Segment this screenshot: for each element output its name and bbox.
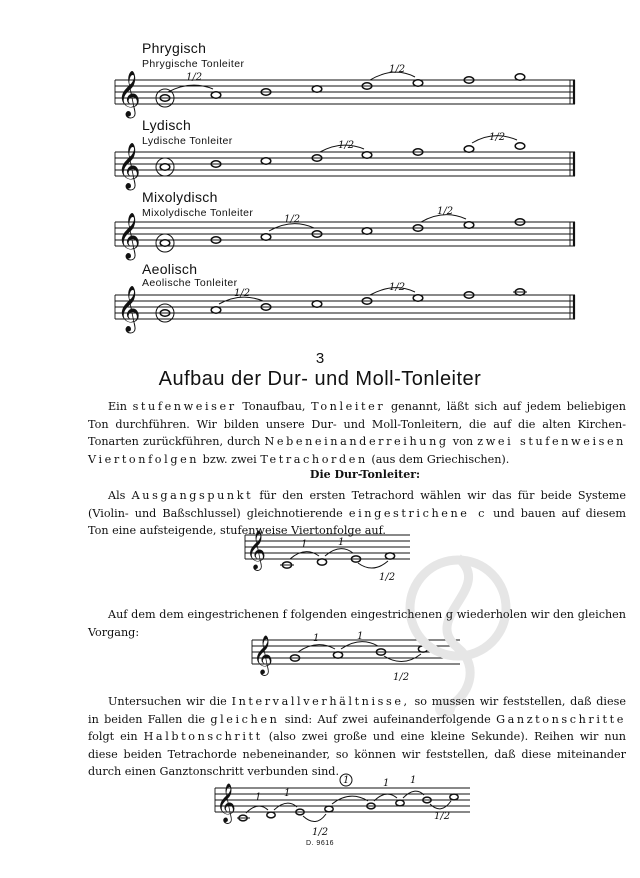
staff-mixolydisch: [115, 222, 575, 246]
interval-label: 1/2: [379, 572, 396, 583]
interval-label: 1: [313, 633, 320, 644]
scale-subtitle-aeolisch: Aeolische Tonleiter: [142, 277, 238, 289]
interval-label: 1: [255, 792, 262, 803]
staff-aeolisch: [115, 295, 575, 319]
slur-half-step: [303, 814, 326, 822]
scale-subtitle-mixolydisch: Mixolydische Tonleiter: [142, 207, 254, 219]
interval-label: 1: [338, 537, 345, 548]
paragraph-ausgangspunkt: Als Ausgangspunkt für den ersten Tetrachord wählen wir das für beide Systeme (Violin- und Baßschlussel) gleichnotierende eingestrichene c und bauen auf diesem Ton eine aufsteigende, stufenweise Viertonfolge auf.: [88, 489, 627, 537]
treble-clef-icon: 𝄞: [117, 286, 141, 332]
interval-label: 1: [383, 778, 390, 789]
treble-clef-icon: 𝄞: [117, 143, 141, 189]
interval-label: 1: [284, 788, 291, 799]
interval-label: 1/2: [393, 672, 410, 683]
treble-clef-icon: 𝄞: [253, 635, 274, 675]
interval-label: 1: [357, 631, 364, 642]
slur-whole-step: [341, 642, 378, 649]
notes-aeolisch: [160, 289, 527, 316]
interval-label: 1/2: [284, 214, 301, 225]
interval-label: 1/2: [437, 206, 454, 217]
paragraph-intervalle: Untersuchen wir die Intervallverhältnisse, so mussen wir feststellen, daß diese in beiden Fallen die gleichen sind: Auf zwei aufeinanderfolgende Ganztonschritte folgt ein Halbtonschritt (also zwei große und eine kleine Sekunde). Reihen wir nun diese beiden Tetrachorde nebeneinander, so können wir feststellen, daß diese miteinander durch einen Ganztonschritt verbunden sind.: [88, 695, 626, 778]
interval-label: 1: [410, 775, 417, 786]
interval-label: 1: [301, 539, 308, 550]
tonic-circle: [156, 234, 174, 252]
section-heading: Die Dur-Tonleiter:: [309, 468, 421, 481]
scale-title-lydisch: Lydisch: [142, 117, 192, 133]
slur-half-step: [358, 561, 388, 568]
chapter-title: Aufbau der Dur- und Moll-Tonleiter: [158, 368, 482, 390]
footer-code: D. 9616: [305, 840, 335, 847]
interval-label: 1/2: [312, 827, 329, 838]
scale-title-aeolisch: Aeolisch: [142, 261, 198, 277]
scale-subtitle-lydisch: Lydische Tonleiter: [142, 135, 233, 147]
interval-label: 1/2: [389, 64, 406, 75]
treble-clef-icon: 𝄞: [117, 71, 141, 117]
slur-whole-step: [274, 803, 297, 810]
scale-title-mixolydisch: Mixolydisch: [142, 189, 218, 205]
interval-label: 1/2: [434, 811, 451, 822]
interval-label: 1/2: [186, 72, 203, 83]
treble-clef-icon: 𝄞: [246, 530, 267, 570]
notes-example-3: [237, 794, 458, 821]
tonic-circle: [156, 158, 174, 176]
treble-clef-icon: 𝄞: [117, 213, 141, 259]
interval-label: 1/2: [234, 288, 251, 299]
chapter-number: 3: [315, 350, 325, 367]
notes-mixolydisch: [160, 219, 525, 246]
treble-clef-icon: 𝄞: [216, 783, 237, 823]
scale-subtitle-phrygisch: Phrygische Tonleiter: [142, 58, 245, 70]
intro-paragraph: Ein stufenweiser Tonaufbau, Tonleiter genannt, läßt sich auf jedem beliebigen Ton durchführen. Wir bilden unsere Dur- und Moll-Tonleitern, die auf die alten Kirchen-Tonarten zurückführen, durch Nebeneinanderreihung von zwei stufenweisen Viertonfolgen bzw. zwei Tetrachorden (aus dem Griechischen).: [88, 400, 627, 466]
interval-label: 1/2: [489, 132, 506, 143]
interval-label: 1: [343, 775, 350, 786]
paragraph-wiederholung: Auf dem dem eingestrichenen f folgenden eingestrichenen g wiederholen wir den gleichen Vorgang:: [88, 608, 626, 639]
slur-half-step: [430, 801, 451, 809]
notes-example-1: [280, 553, 395, 568]
staff-lydisch: [115, 152, 575, 176]
slur-whole-step: [403, 791, 424, 798]
scale-title-phrygisch: Phrygisch: [142, 40, 207, 56]
slur-whole-step: [325, 549, 353, 556]
interval-label: 1/2: [389, 282, 406, 293]
notes-phrygisch: [160, 74, 525, 101]
staff-phrygisch: [115, 80, 575, 104]
interval-label: 1/2: [338, 140, 355, 151]
